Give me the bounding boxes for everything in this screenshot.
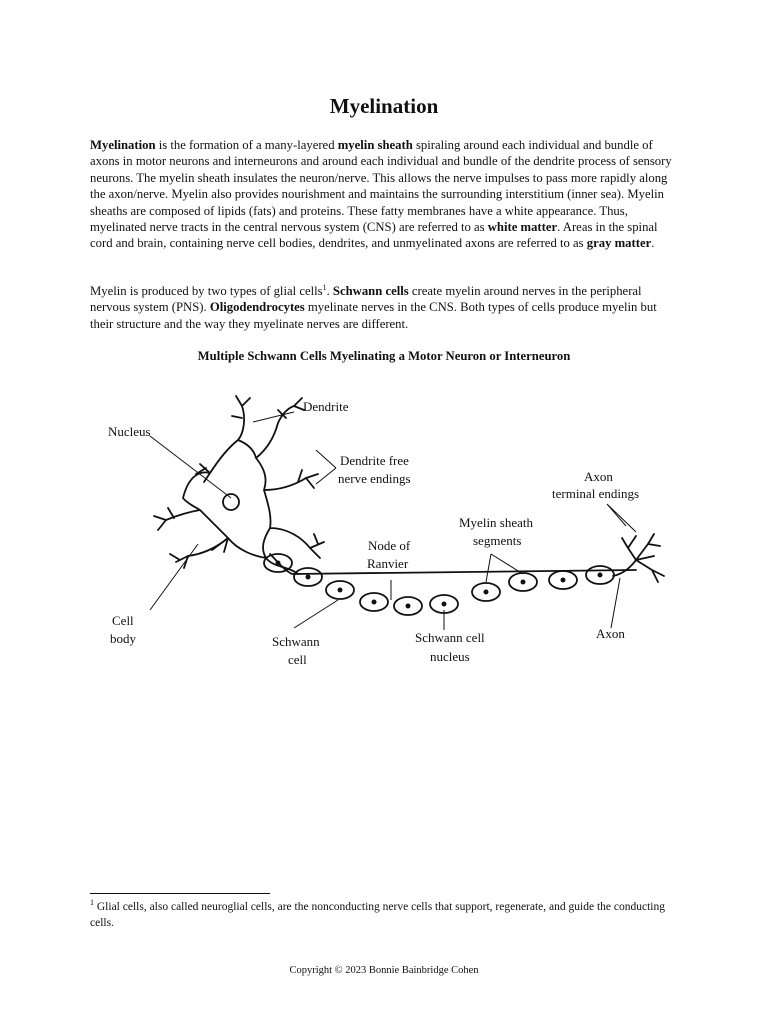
schwann-nucleus-dot (484, 590, 489, 595)
schwann-nucleus-dot (338, 588, 343, 593)
dendrite-branch (298, 470, 318, 488)
term-myelin-sheath: myelin sheath (337, 138, 413, 152)
term-gray-matter: gray matter (586, 236, 652, 251)
schwann-nucleus-dot (276, 561, 281, 566)
label-axon-terminal-2: terminal endings (552, 486, 640, 501)
schwann-nucleus-dot (372, 600, 377, 605)
leader-myelin-sheath (486, 554, 523, 582)
label-myelin-sheath-2: segments (473, 533, 522, 548)
diagram-caption: Multiple Schwann Cells Myelinating a Motor Neuron or Interneuron (197, 349, 571, 363)
axon-line (270, 554, 636, 574)
leader-dendrite-free (316, 450, 336, 484)
leader-axon-terminal (607, 504, 636, 532)
cell-body-outline (166, 406, 310, 574)
label-schwann-nucleus-1: Schwann cell (415, 630, 485, 645)
text-run: myelinate nerves in the CNS. Both types of cells produce myelin but their structure and the way they myelinate nerves are different. (90, 300, 657, 331)
leader-dendrite (253, 412, 294, 422)
schwann-nucleus-dot (306, 575, 311, 580)
page-title: Myelination (329, 94, 439, 118)
text-run: spiraling around each individual and bundle of axons in motor neurons and interneurons and around each individual and bundle of the dendrite process of sensory neurons. The myelin sheath insulates the neuron/nerve. This allows the nerve impulses to pass more rapidly along the axon/nerve. Myelin also provides nourishment and maintains the surrounding interstitium (inner sea). Myelin sheaths are composed of lipids (fats) and proteins. These fatty membranes have a white appearance. Thus, myelinated nerve tracts in the central nervous system (CNS) are referred to as (90, 138, 672, 235)
schwann-nucleus-dot (598, 573, 603, 578)
glial-paragraph (90, 283, 682, 332)
leader-nucleus (150, 436, 231, 498)
text-run: . Areas in the spinal cord and brain, containing nerve cell bodies, dendrites, and unmyelinated axons are referred to as (90, 220, 658, 251)
text-run: . (651, 236, 655, 251)
label-cell-body-1: Cell (112, 613, 134, 628)
schwann-nucleus-dot (521, 580, 526, 585)
label-dendrite-free-1: Dendrite free (340, 453, 409, 468)
schwann-nucleus-dot (442, 602, 447, 607)
label-dendrite-free-2: nerve endings (338, 471, 411, 486)
label-schwann-nucleus-2: nucleus (430, 649, 470, 664)
label-schwann-cell-1: Schwann (272, 634, 320, 649)
footnote-marker: 1 (90, 898, 94, 908)
label-axon: Axon (596, 626, 625, 641)
copyright-notice: Copyright © 2023 Bonnie Bainbridge Cohen (289, 965, 479, 976)
label-schwann-cell-2: cell (288, 652, 307, 667)
label-dendrite: Dendrite (303, 399, 349, 414)
text-run: create myelin around nerves in the peripheral nervous system (PNS). (90, 284, 642, 315)
neuron-diagram (88, 378, 680, 678)
leader-axon (611, 578, 620, 628)
footnote-ref[interactable]: 1 (322, 282, 327, 292)
label-myelin-sheath-1: Myelin sheath (459, 515, 534, 530)
text-run: . (326, 284, 333, 298)
label-node-2: Ranvier (367, 556, 409, 571)
term-white-matter: white matter (487, 220, 558, 235)
text-run: Myelin is produced by two types of glial cells (90, 284, 323, 298)
text-run: is the formation of a many-layered (155, 138, 338, 152)
term-myelination: Myelination (90, 138, 156, 152)
footnote-divider (90, 893, 270, 894)
leader-cell-body (150, 544, 198, 610)
dendrite-branch (232, 396, 250, 418)
schwann-nucleus-dot (406, 604, 411, 609)
leader-schwann-cell (294, 600, 338, 628)
label-nucleus: Nucleus (108, 424, 151, 439)
label-cell-body-2: body (110, 631, 136, 646)
axon-terminal (613, 534, 664, 582)
label-node-1: Node of (368, 538, 411, 553)
term-schwann-cells: Schwann cells (332, 284, 409, 298)
schwann-nucleus-dot (561, 578, 566, 583)
footnote-text: Glial cells, also called neuroglial cells, are the nonconducting nerve cells that support, regenerate, and guide the conducting cells. (90, 901, 665, 929)
intro-paragraph (90, 137, 682, 252)
dendrite-branch (310, 534, 324, 558)
nucleus-circle (223, 494, 239, 510)
term-oligodendrocytes: Oligodendrocytes (209, 300, 305, 315)
label-axon-terminal-1: Axon (584, 469, 613, 484)
footnote (90, 900, 690, 931)
